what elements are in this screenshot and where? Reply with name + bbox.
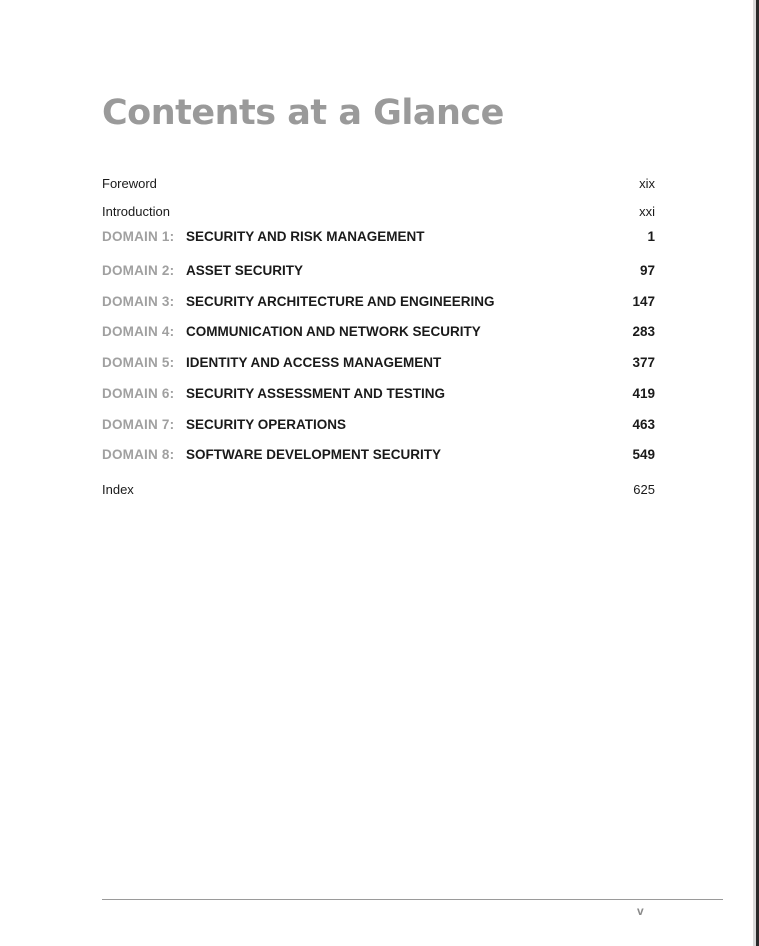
domain-title: IDENTITY AND ACCESS MANAGEMENT [186,355,442,370]
footer-rule [102,899,723,900]
toc-entry-label: Index [102,482,134,497]
toc-entry-page: xxi [639,204,655,219]
domain-number: DOMAIN 6: [102,386,175,401]
toc-entry-page: 1 [647,229,655,244]
domain-number: DOMAIN 4: [102,324,175,339]
toc-entry-page: xix [639,176,655,191]
domain-number: DOMAIN 8: [102,447,175,462]
toc-entry-page: 419 [632,386,655,401]
domain-number: DOMAIN 5: [102,355,175,370]
toc-entry-domain-2[interactable] [102,260,655,282]
domain-number: DOMAIN 2: [102,263,175,278]
page-title: Contents at a Glance [102,93,504,133]
toc-entry-domain-5[interactable] [102,352,655,374]
domain-title: SECURITY ASSESSMENT AND TESTING [186,386,446,401]
toc-entry-domain-3[interactable] [102,291,655,313]
toc-entry-page: 625 [633,482,655,497]
toc-entry-foreword[interactable] [102,173,655,195]
page-number: v [637,904,644,918]
toc-entry-page: 97 [639,263,655,278]
toc-entry-page: 377 [632,355,655,370]
toc-entry-page: 147 [632,294,655,309]
toc-entry-domain-1[interactable] [102,226,655,248]
toc-entry-domain-4[interactable] [102,321,655,343]
toc-entry-label: Introduction [102,204,170,219]
domain-number: DOMAIN 1: [102,229,175,244]
domain-title: SECURITY AND RISK MANAGEMENT [186,229,425,244]
toc-entry-domain-8[interactable] [102,444,655,466]
domain-title: ASSET SECURITY [186,263,304,278]
toc-entry-page: 463 [632,417,655,432]
domain-title: COMMUNICATION AND NETWORK SECURITY [186,324,481,339]
toc-entry-domain-6[interactable] [102,383,655,405]
domain-title: SOFTWARE DEVELOPMENT SECURITY [186,447,442,462]
toc-entry-label: Foreword [102,176,157,191]
domain-number: DOMAIN 3: [102,294,175,309]
toc-entry-page: 283 [632,324,655,339]
toc-entry-domain-7[interactable] [102,414,655,436]
toc-entry-index[interactable] [102,479,655,501]
domain-title: SECURITY OPERATIONS [186,417,347,432]
domain-number: DOMAIN 7: [102,417,175,432]
toc-entry-page: 549 [632,447,655,462]
toc-entry-introduction[interactable] [102,201,655,223]
domain-title: SECURITY ARCHITECTURE AND ENGINEERING [186,294,495,309]
